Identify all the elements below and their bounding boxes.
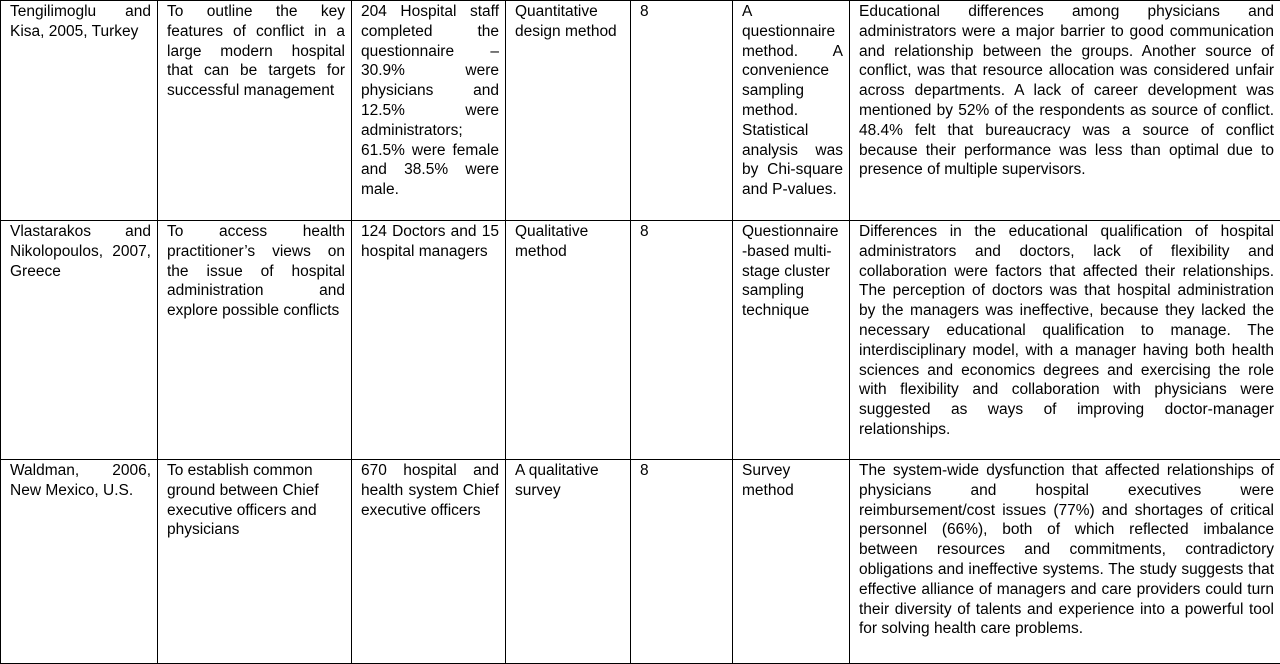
table-row (1, 460, 1280, 664)
aim-cell: To outline the key features of conflict in a large modern hospital that can be targets for successful management (158, 1, 352, 221)
aim-cell: To establish common ground between Chief executive officers and physicians (158, 460, 352, 664)
score-cell: 8 (631, 460, 733, 664)
author-cell: Tengilimoglu and Kisa, 2005, Turkey (1, 1, 158, 221)
findings-cell: The system-wide dysfunction that affected relationships of physicians and hospital executives were reimbursement/cost issues (77%) and shortages of critical personnel (66%), both of which reflected imbalance between resources and commitments, contradictory obligations and ineffective systems. The study suggests that effective alliance of managers and care providers could turn their diversity of talents and experience into a powerful tool for solving health care problems. (850, 460, 1280, 664)
sample-cell: 204 Hospital staff completed the questionnaire – 30.9% were physicians and 12.5% were administrators; 61.5% were female and 38.5% were male. (352, 1, 506, 221)
design-cell: A qualitative survey (506, 460, 631, 664)
design-cell: Quantitative design method (506, 1, 631, 221)
author-cell: Vlastarakos and Nikolopoulos, 2007, Greece (1, 221, 158, 460)
table-row (1, 1, 1280, 221)
aim-cell: To access health practitioner’s views on the issue of hospital administration and explore possible conflicts (158, 221, 352, 460)
sample-cell: 124 Doctors and 15 hospital managers (352, 221, 506, 460)
author-cell: Waldman, 2006, New Mexico, U.S. (1, 460, 158, 664)
score-cell: 8 (631, 221, 733, 460)
table-row (1, 221, 1280, 460)
method-cell: Survey method (733, 460, 850, 664)
method-cell: Questionnaire-based multi-stage cluster sampling technique (733, 221, 850, 460)
design-cell: Qualitative method (506, 221, 631, 460)
score-cell: 8 (631, 1, 733, 221)
findings-cell: Educational differences among physicians and administrators were a major barrier to good communication and relationship between the groups. Another source of conflict, was that resource allocation was considered unfair across departments. A lack of career development was mentioned by 52% of the respondents as source of conflict. 48.4% felt that bureaucracy was a source of conflict because their performance was less than optimal due to presence of multiple supervisors. (850, 1, 1280, 221)
method-cell: A questionnaire method. A convenience sampling method. Statistical analysis was by Chi-square and P-values. (733, 1, 850, 221)
findings-cell: Differences in the educational qualification of hospital administrators and doctors, lack of flexibility and collaboration were factors that affected their relationships. The perception of doctors was that hospital administration by the managers was ineffective, because they lacked the necessary educational qualification to manage. The interdisciplinary model, with a manager having both health sciences and economics degrees and exercising the role with flexibility and collaboration with physicians were suggested as ways of improving doctor-manager relationships. (850, 221, 1280, 460)
sample-cell: 670 hospital and health system Chief executive officers (352, 460, 506, 664)
